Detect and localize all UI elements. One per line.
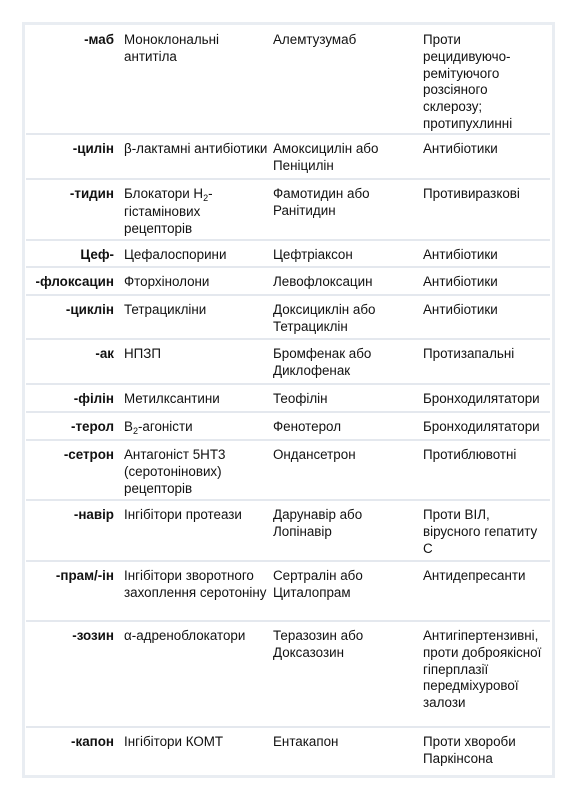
table-row: [26, 135, 550, 180]
indication-cell: Антигіпертензивні, проти доброякісної гіперплазії передміхурової залози: [423, 628, 542, 711]
suffix-cell: -філін: [73, 391, 114, 406]
example-drug-cell: Теразозин або Доксазозин: [273, 628, 364, 660]
drug-group-cell: Тетрацикліни: [124, 302, 207, 317]
suffix-cell: -тидин: [69, 186, 114, 201]
drug-group-cell: β-лактамні антибіотики: [124, 141, 268, 156]
drug-group-cell: [124, 186, 270, 237]
table-row: [26, 26, 550, 135]
suffix-cell: Цеф-: [80, 247, 114, 262]
indication-cell: Бронходилятатори: [423, 419, 540, 434]
indication-cell: Антибіотики: [423, 302, 498, 317]
drug-group-cell: α-адреноблокатори: [124, 628, 246, 643]
indication-cell: Бронходилятатори: [423, 391, 540, 406]
indication-cell: Протизапальні: [423, 346, 515, 361]
example-drug-cell: Теофілін: [273, 391, 328, 406]
example-drug-cell: Бромфенак або Диклофенак: [273, 346, 372, 378]
suffix-cell: -цилін: [72, 141, 114, 156]
drug-group-cell: Інгібітори протеази: [124, 507, 242, 522]
table-row: [26, 501, 550, 562]
example-drug-cell: Ондансетрон: [273, 447, 356, 462]
table-row: [26, 413, 550, 441]
example-drug-cell: Амоксицилін або Пеніцилін: [273, 141, 379, 173]
drug-group-text: -гістамінових рецепторів: [124, 186, 213, 236]
table-row: [26, 728, 550, 774]
suffix-cell: -терол: [71, 419, 114, 434]
example-drug-cell: Фамотидин або Ранітидин: [273, 186, 370, 218]
example-drug-cell: Сертралін або Циталопрам: [273, 568, 363, 600]
suffix-cell: -ак: [95, 346, 114, 361]
example-drug-cell: Алемтузумаб: [273, 32, 357, 47]
example-drug-cell: Дарунавір або Лопінавір: [273, 507, 363, 539]
drug-group-cell: [124, 419, 270, 437]
drug-group-cell: Метилксантини: [124, 391, 220, 406]
indication-cell: Антибіотики: [423, 247, 498, 262]
table-row: [26, 562, 550, 622]
drug-group-cell: Фторхінолони: [124, 274, 210, 289]
drug-group-text: Блокатори H: [124, 186, 204, 201]
indication-cell: Противиразкові: [423, 186, 520, 201]
example-drug-cell: Цефтріаксон: [273, 247, 353, 262]
table-row: [26, 622, 550, 728]
indication-cell: Антидепресанти: [423, 568, 526, 583]
suffix-cell: -маб: [84, 32, 114, 47]
subscript: 2: [203, 193, 209, 203]
indication-cell: Антибіотики: [423, 274, 498, 289]
drug-group-cell: Цефалоспорини: [124, 247, 227, 262]
indication-cell: Проти рецидивуючо-ремітуючого розсіяного склерозу; протипухлинні: [423, 32, 513, 131]
table-row: [26, 441, 550, 501]
table-row: [26, 385, 550, 413]
drug-group-cell: НПЗП: [124, 346, 162, 361]
suffix-cell: -прам/-ін: [55, 568, 114, 583]
indication-cell: Проти хвороби Паркінсона: [423, 734, 516, 766]
drug-group-text: -агоністи: [137, 419, 193, 434]
drug-group-cell: Антагоніст 5НТ3 (серотонінових) рецепторів: [124, 447, 226, 496]
drug-group-text: B: [124, 419, 133, 434]
indication-cell: Проти ВІЛ, вірусного гепатиту С: [423, 507, 538, 556]
example-drug-cell: Фенотерол: [273, 419, 342, 434]
example-drug-cell: Доксициклін або Тетрациклін: [273, 302, 376, 334]
indication-cell: Протиблювотні: [423, 447, 517, 462]
indication-cell: Антибіотики: [423, 141, 498, 156]
table-row: [26, 340, 550, 385]
suffix-cell: -навір: [73, 507, 114, 522]
drug-group-cell: Інгібітори зворотного захоплення серотоніну: [124, 568, 267, 600]
table-row: [26, 241, 550, 268]
suffix-cell: -капон: [71, 734, 114, 749]
example-drug-cell: Ентакапон: [273, 734, 339, 749]
drug-group-cell: Моноклональні антитіла: [124, 32, 220, 64]
drug-group-cell: Інгібітори КОМТ: [124, 734, 224, 749]
table-row: [26, 180, 550, 241]
subscript: 2: [132, 426, 138, 436]
suffix-cell: -циклін: [65, 302, 114, 317]
suffix-cell: -зозин: [72, 628, 114, 643]
table-row: [26, 268, 550, 296]
suffix-cell: -сетрон: [63, 447, 114, 462]
suffix-cell: -флоксацин: [35, 274, 114, 289]
table-row: [26, 296, 550, 340]
example-drug-cell: Левофлоксацин: [273, 274, 373, 289]
drug-suffix-table: [26, 26, 550, 774]
